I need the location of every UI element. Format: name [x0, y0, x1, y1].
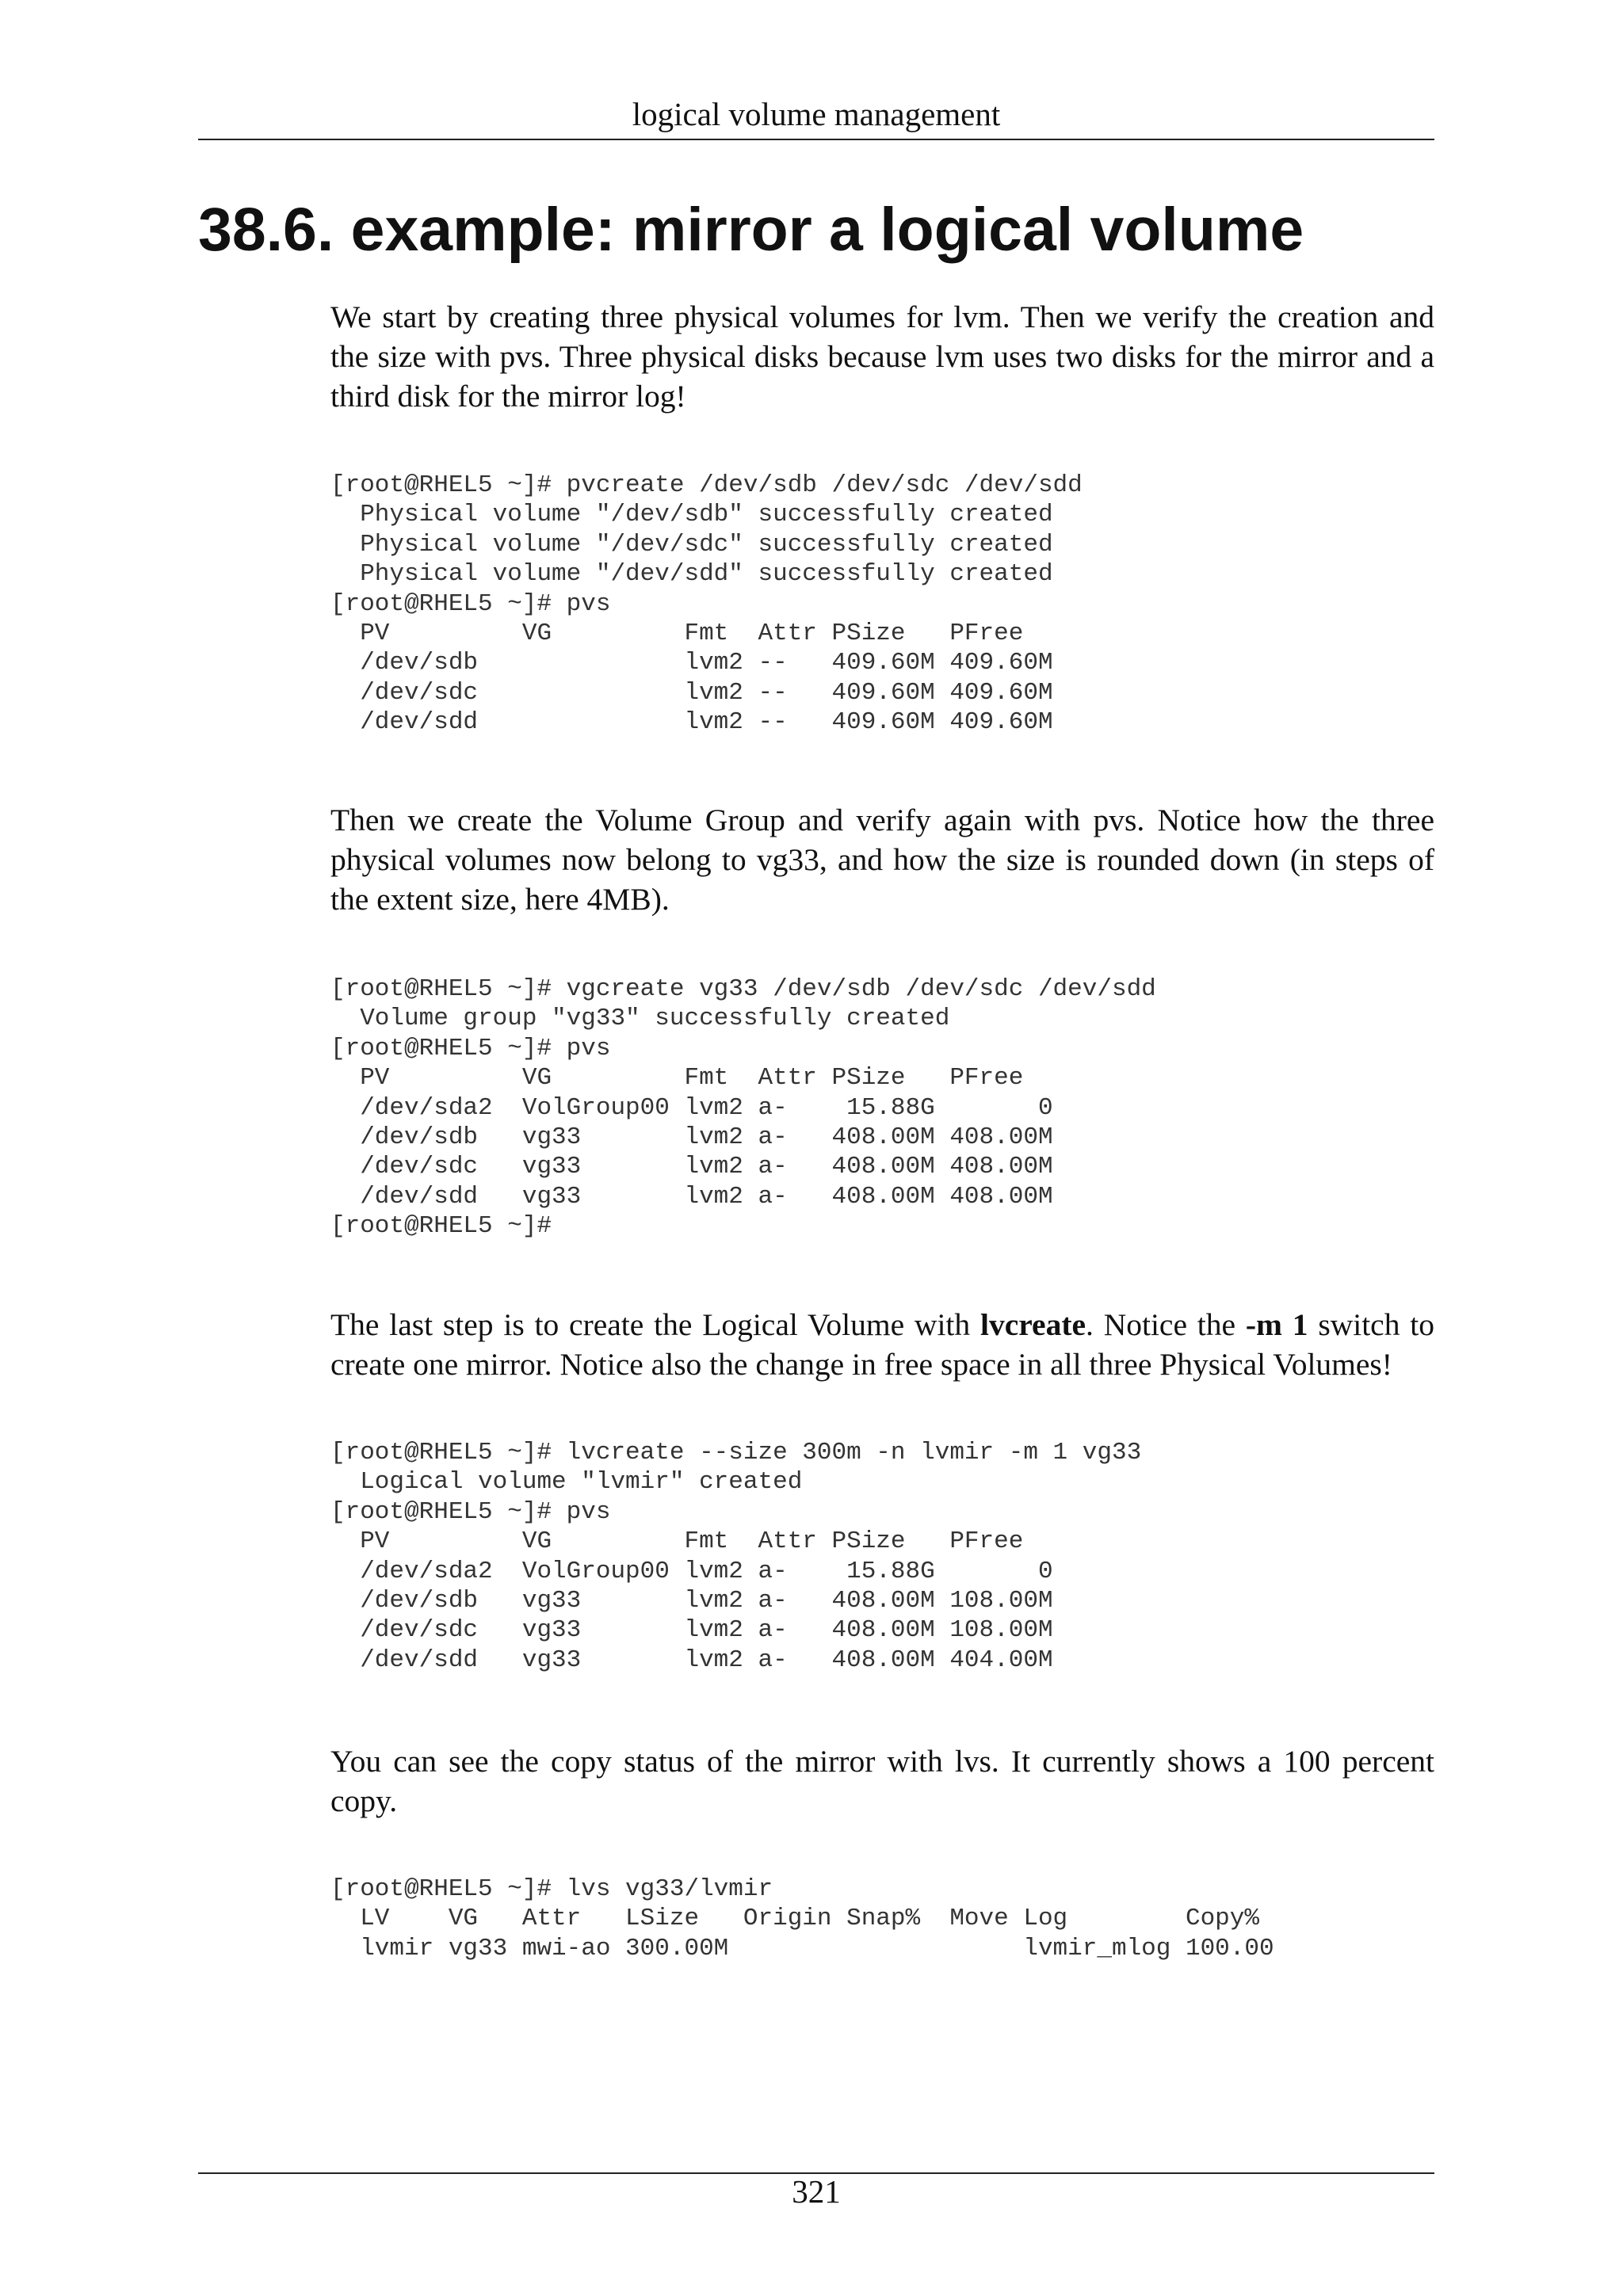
code-line: /dev/sdd lvm2 -- 409.60M 409.60M	[330, 708, 1053, 737]
code-line: [root@RHEL5 ~]# vgcreate vg33 /dev/sdb /dev/sdc /dev/sdd	[330, 975, 1156, 1003]
lvs-code-block	[330, 1875, 1274, 1963]
code-line: /dev/sdb lvm2 -- 409.60M 409.60M	[330, 649, 1053, 677]
code-line: PV VG Fmt Attr PSize PFree	[330, 1064, 1024, 1093]
code-line: PV VG Fmt Attr PSize PFree	[330, 1527, 1024, 1556]
code-line: [root@RHEL5 ~]#	[330, 1212, 552, 1241]
section-title: 38.6. example: mirror a logical volume	[198, 196, 1304, 264]
header-rule	[198, 139, 1434, 140]
pvcreate-code-block	[330, 471, 1083, 738]
code-line: /dev/sdb vg33 lvm2 a- 408.00M 108.00M	[330, 1586, 1053, 1615]
code-line: [root@RHEL5 ~]# pvs	[330, 1497, 611, 1526]
page-number: 321	[792, 2173, 841, 2210]
code-line: LV VG Attr LSize Origin Snap% Move Log Copy%	[330, 1905, 1259, 1933]
code-line: /dev/sda2 VolGroup00 lvm2 a- 15.88G 0	[330, 1557, 1053, 1585]
code-line: /dev/sdc lvm2 -- 409.60M 409.60M	[330, 678, 1053, 707]
lvcreate-paragraph-text: switch to create one mirror. Notice also the change in free space in all three Physical Volumes!	[330, 1307, 1435, 1382]
code-line: /dev/sda2 VolGroup00 lvm2 a- 15.88G 0	[330, 1093, 1053, 1122]
lvs-paragraph: You can see the copy status of the mirror with lvs. It currently shows a 100 percent copy.	[330, 1744, 1434, 1818]
running-header: logical volume management	[632, 96, 1001, 132]
code-line: PV VG Fmt Attr PSize PFree	[330, 619, 1024, 647]
code-line: Physical volume "/dev/sdb" successfully created	[330, 501, 1053, 529]
code-line: [root@RHEL5 ~]# pvs	[330, 1034, 611, 1062]
mirror-switch: -m 1	[1245, 1307, 1308, 1342]
vgcreate-code-block	[330, 974, 1156, 1241]
code-line: [root@RHEL5 ~]# pvcreate /dev/sdb /dev/sdc /dev/sdd	[330, 471, 1083, 499]
code-line: Logical volume "lvmir" created	[330, 1468, 803, 1497]
vgcreate-paragraph: Then we create the Volume Group and verify again with pvs. Notice how the three physical volumes now belong to vg33, and how the size is rounded down (in steps of the extent size, here 4MB).	[330, 803, 1434, 917]
code-line: /dev/sdd vg33 lvm2 a- 408.00M 404.00M	[330, 1646, 1053, 1674]
code-line: /dev/sdc vg33 lvm2 a- 408.00M 408.00M	[330, 1153, 1053, 1181]
code-line: Physical volume "/dev/sdd" successfully created	[330, 560, 1053, 589]
intro-paragraph: We start by creating three physical volumes for lvm. Then we verify the creation and the size with pvs. Three physical disks because lvm uses two disks for the mirror and a third disk for the mirror log!	[330, 299, 1434, 414]
code-line: [root@RHEL5 ~]# lvs vg33/lvmir	[330, 1875, 773, 1903]
code-line: /dev/sdc vg33 lvm2 a- 408.00M 108.00M	[330, 1616, 1053, 1645]
lvcreate-code-block	[330, 1438, 1141, 1675]
lvcreate-paragraph-text: . Notice the	[1086, 1307, 1246, 1342]
code-line: [root@RHEL5 ~]# pvs	[330, 589, 611, 618]
lvcreate-paragraph	[330, 1305, 1434, 1384]
code-line: /dev/sdb vg33 lvm2 a- 408.00M 408.00M	[330, 1123, 1053, 1151]
code-line: [root@RHEL5 ~]# lvcreate --size 300m -n lvmir -m 1 vg33	[330, 1439, 1142, 1466]
code-line: Physical volume "/dev/sdc" successfully created	[330, 530, 1053, 559]
code-line: lvmir vg33 mwi-ao 300.00M lvmir_mlog 100.00	[330, 1934, 1274, 1962]
code-line: /dev/sdd vg33 lvm2 a- 408.00M 408.00M	[330, 1182, 1053, 1211]
lvcreate-command: lvcreate	[980, 1307, 1086, 1342]
code-line: Volume group "vg33" successfully created	[330, 1005, 950, 1033]
lvcreate-paragraph-text: The last step is to create the Logical Volume with	[330, 1307, 980, 1342]
